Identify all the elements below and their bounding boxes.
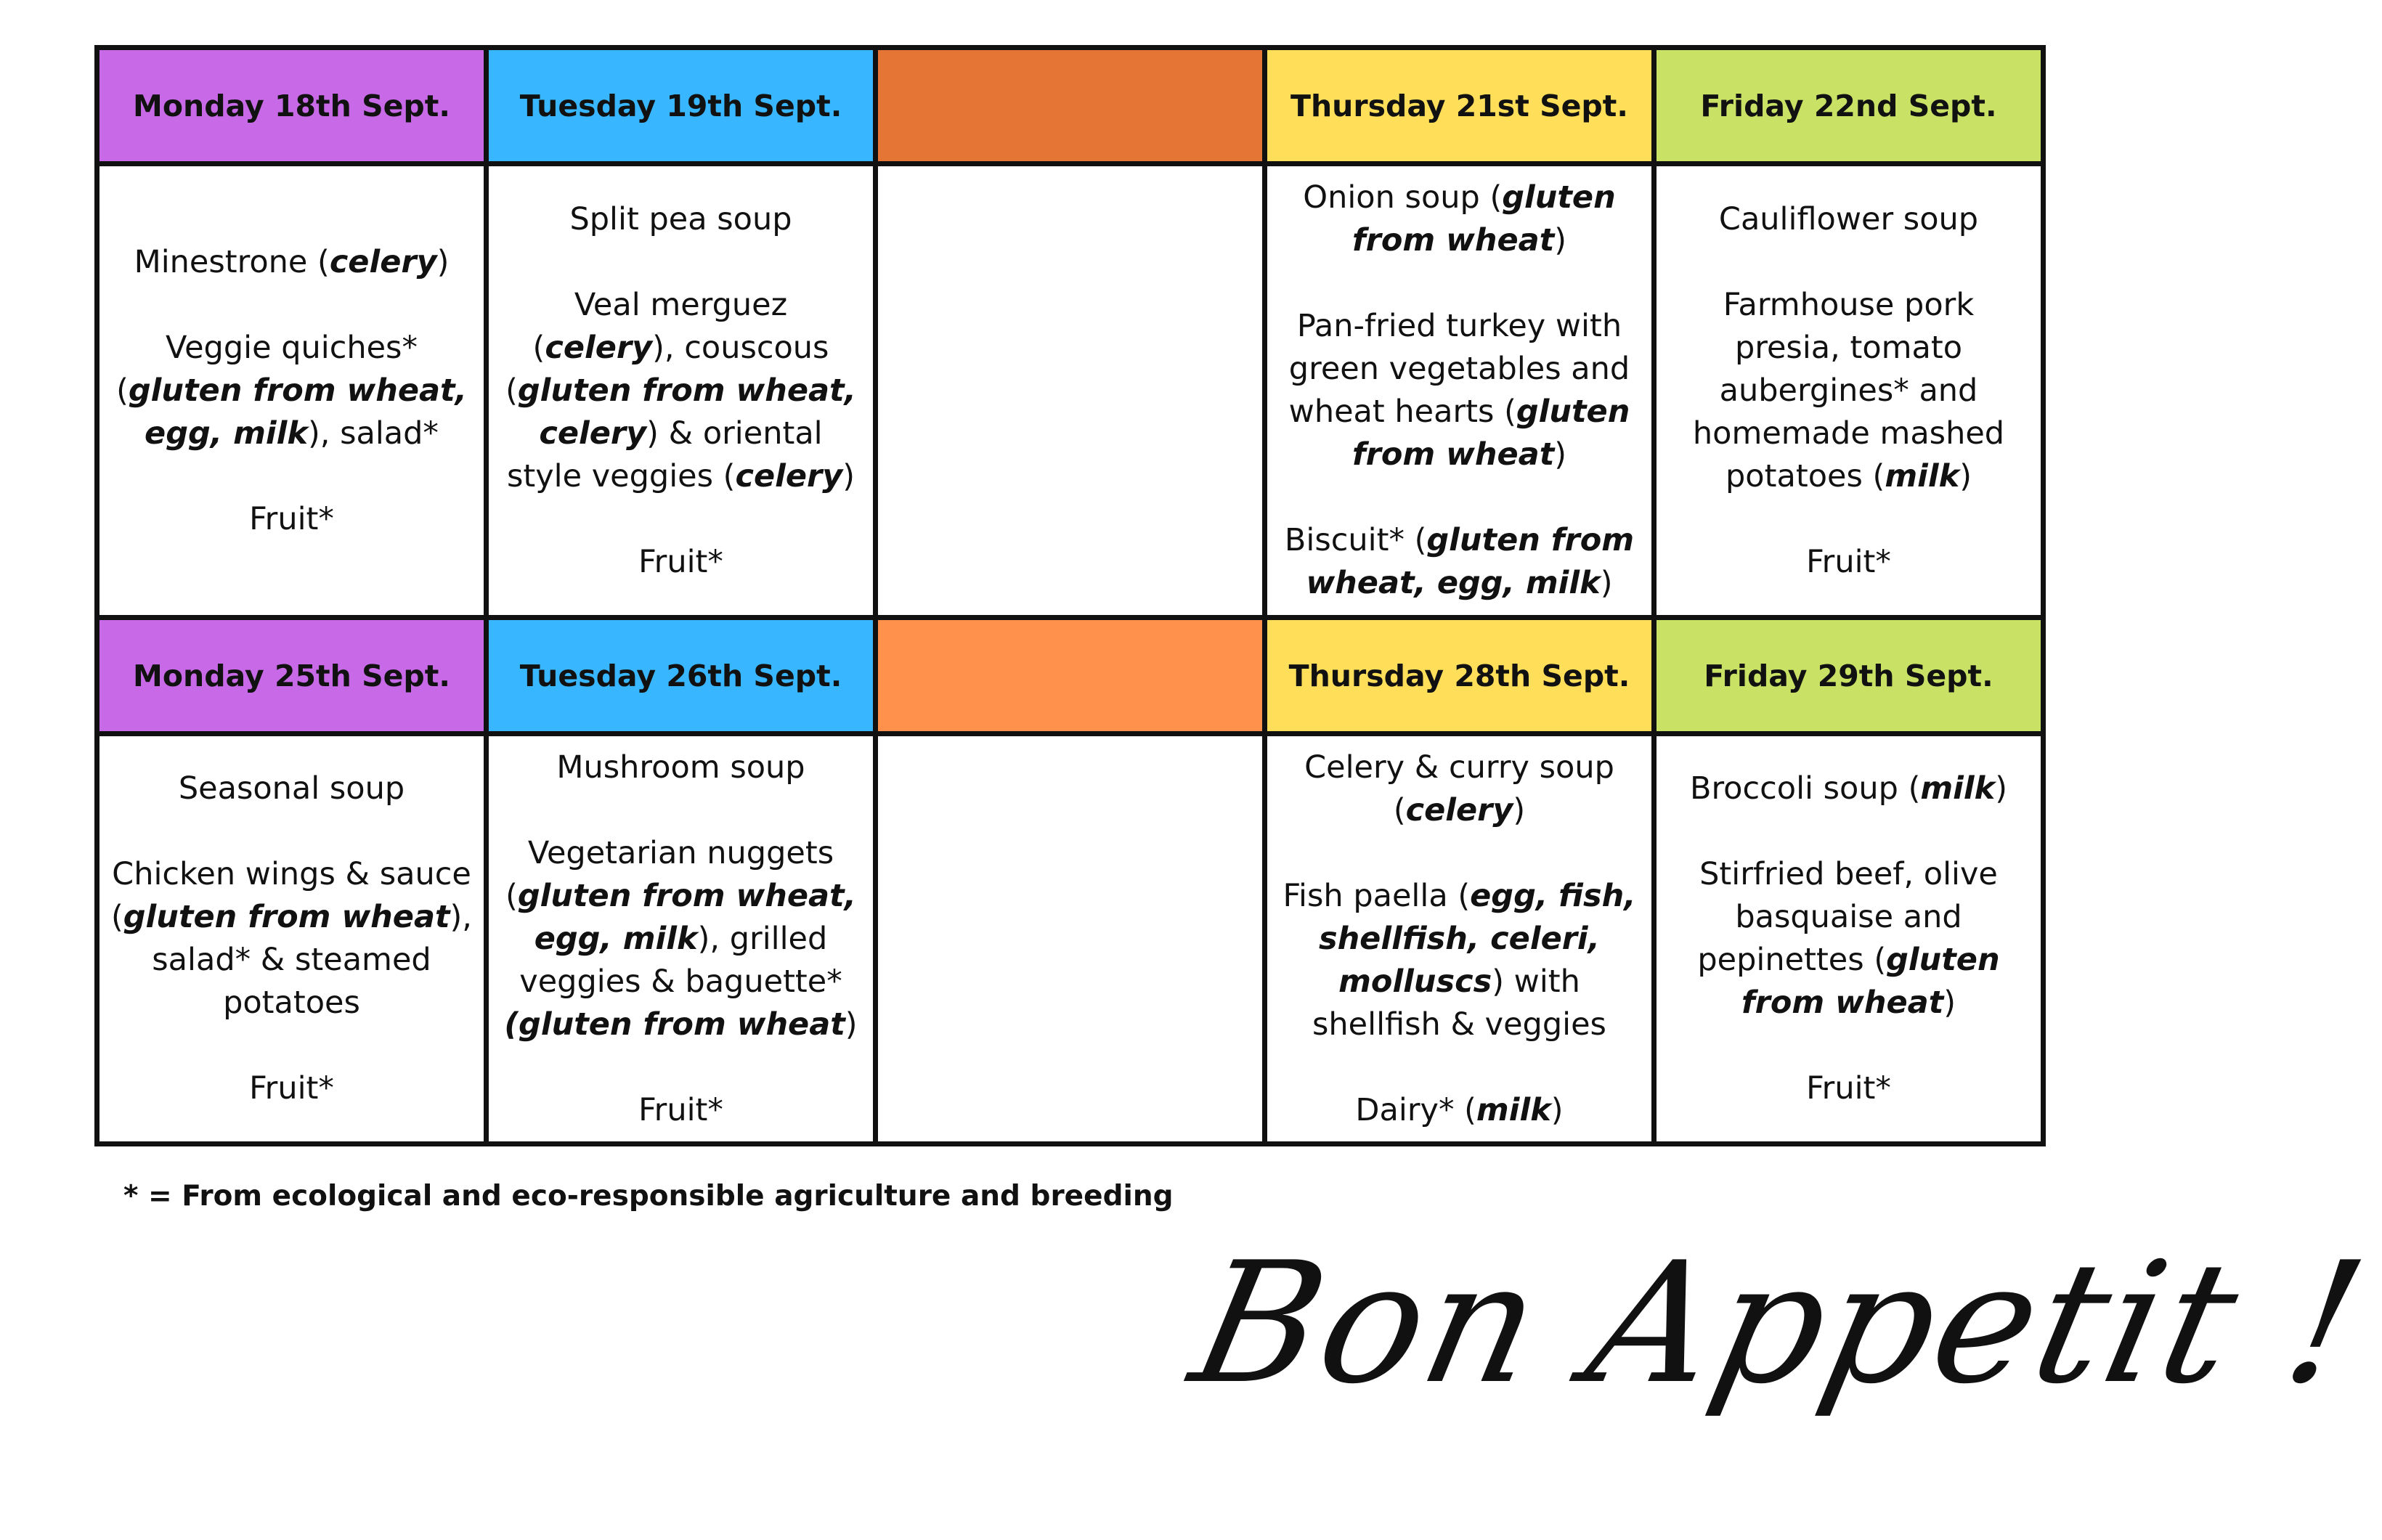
menu-item	[1277, 305, 1641, 476]
menu-cell	[487, 164, 876, 618]
menu-item	[1277, 1089, 1641, 1132]
dish-text: Celery & curry soup (	[1304, 749, 1614, 828]
menu-item	[1667, 1067, 2031, 1110]
menu-item	[499, 746, 863, 789]
menu-item	[499, 832, 863, 1046]
bon-appetit-signoff: Bon Appetit !	[1177, 1227, 2382, 1421]
allergen-text: (gluten from wheat	[504, 1006, 845, 1043]
menu-item	[1277, 875, 1641, 1046]
day-header	[876, 48, 1265, 164]
day-header: Thursday 28th Sept.	[1265, 618, 1654, 734]
dish-text: Veal merguez (	[532, 286, 788, 366]
menu-item	[110, 1067, 473, 1110]
menu-cell	[1654, 734, 2044, 1144]
menu-cell	[876, 164, 1265, 618]
menu-item	[499, 284, 863, 498]
dish-text: Fruit*	[638, 543, 723, 580]
menu-cell	[1654, 164, 2044, 618]
allergen-text: gluten from wheat	[1351, 179, 1616, 258]
allergen-text: milk	[1885, 457, 1960, 494]
menu-item	[1667, 767, 2031, 810]
dish-text: Dairy* (	[1355, 1091, 1476, 1128]
allergen-text: gluten from wheat, egg, milk	[128, 372, 467, 452]
week-1-header-row	[97, 48, 2044, 164]
dish-text: Veggie quiches* (	[116, 329, 418, 409]
menu-item	[1277, 746, 1641, 832]
day-header: Friday 29th Sept.	[1654, 618, 2044, 734]
week-1-menu-row	[97, 164, 2044, 618]
week-2-menu-row	[97, 734, 2044, 1144]
dish-text: )	[845, 1006, 858, 1043]
day-header: Tuesday 19th Sept.	[487, 48, 876, 164]
dish-text: Farmhouse pork presia, tomato aubergines* and homemade mashed potatoes (	[1692, 286, 2005, 494]
day-header: Friday 22nd Sept.	[1654, 48, 2044, 164]
allergen-text: gluten from wheat	[1351, 394, 1630, 473]
menu-cell	[97, 164, 487, 618]
dish-text: )	[436, 243, 450, 280]
allergen-text: gluten from wheat, celery	[517, 372, 856, 452]
menu-item	[110, 327, 473, 455]
dish-text: Stirfried beef, olive basquaise and pepinettes (	[1697, 856, 1998, 978]
dish-text: Fruit*	[249, 1070, 334, 1107]
dish-text: Broccoli soup (	[1689, 770, 1921, 807]
menu-item	[110, 498, 473, 541]
dish-text: ), couscous (	[505, 329, 829, 409]
dish-text: ), salad* & steamed potatoes	[152, 899, 472, 1021]
allergen-text: celery	[329, 243, 437, 280]
dish-text: )	[1600, 565, 1613, 601]
dish-text: ) & oriental style veggies (	[506, 415, 823, 494]
menu-item	[1277, 519, 1641, 605]
dish-text: Biscuit* (	[1284, 522, 1427, 558]
menu-item	[110, 853, 473, 1024]
lunch-menu-table	[94, 45, 2046, 1146]
menu-item	[1667, 541, 2031, 584]
allergen-text: milk	[1920, 770, 1996, 807]
allergen-text: gluten from wheat	[123, 899, 450, 935]
day-header: Thursday 21st Sept.	[1265, 48, 1654, 164]
menu-item	[1667, 198, 2031, 241]
dish-text: Onion soup (	[1303, 179, 1503, 216]
day-header: Monday 18th Sept.	[97, 48, 487, 164]
allergen-text: gluten from wheat	[1741, 942, 2000, 1021]
dish-text: Fruit*	[1806, 1070, 1891, 1107]
dish-text: )	[1995, 770, 2008, 807]
menu-item	[110, 241, 473, 284]
allergen-text: gluten from wheat, egg, milk	[1306, 522, 1635, 601]
dish-text: )	[1513, 791, 1526, 828]
menu-item	[499, 198, 863, 241]
menu-cell	[1265, 734, 1654, 1144]
allergen-text: gluten from wheat, egg, milk	[517, 877, 856, 957]
menu-cell	[97, 734, 487, 1144]
dish-text: ), grilled veggies & baguette*	[519, 920, 842, 1000]
menu-cell	[876, 734, 1265, 1144]
dish-text: Seasonal soup	[178, 770, 405, 807]
dish-text: Fish paella (	[1283, 877, 1471, 914]
menu-item	[499, 1089, 863, 1132]
menu-item	[1277, 176, 1641, 262]
dish-text: ), salad*	[307, 415, 439, 452]
day-header: Monday 25th Sept.	[97, 618, 487, 734]
menu-cell	[1265, 164, 1654, 618]
dish-text: Chicken wings & sauce (	[111, 856, 471, 935]
dish-text: )	[1550, 1091, 1564, 1128]
day-header	[876, 618, 1265, 734]
dish-text: Minestrone (	[134, 243, 330, 280]
allergen-text: celery	[735, 457, 843, 494]
dish-text: Fruit*	[1806, 543, 1891, 580]
dish-text: Vegetarian nuggets (	[505, 834, 834, 914]
allergen-text: celery	[1405, 791, 1513, 828]
dish-text: Split pea soup	[569, 200, 792, 237]
dish-text: )	[1959, 457, 1972, 494]
dish-text: )	[1554, 436, 1567, 473]
allergen-text: egg, fish, shellfish, celeri, molluscs	[1318, 877, 1636, 1000]
dish-text: ) with shellfish & veggies	[1312, 963, 1606, 1043]
dish-text: Mushroom soup	[556, 749, 805, 786]
dish-text: )	[1943, 985, 1956, 1021]
allergen-text: celery	[545, 329, 653, 366]
day-header: Tuesday 26th Sept.	[487, 618, 876, 734]
dish-text: Cauliflower soup	[1718, 200, 1979, 237]
menu-item	[499, 541, 863, 584]
menu-item	[1667, 284, 2031, 498]
allergen-text: milk	[1476, 1091, 1551, 1128]
dish-text: Pan-fried turkey with green vegetables and wheat hearts (	[1288, 308, 1630, 430]
dish-text: )	[842, 457, 855, 494]
menu-item	[1667, 853, 2031, 1024]
dish-text: Fruit*	[249, 500, 334, 537]
dish-text: )	[1554, 222, 1567, 258]
dish-text: Fruit*	[638, 1091, 723, 1128]
week-2-header-row	[97, 618, 2044, 734]
allergen-footnote: * = From ecological and eco-responsible agriculture and breeding	[123, 1180, 1174, 1213]
menu-cell	[487, 734, 876, 1144]
menu-item	[110, 767, 473, 810]
